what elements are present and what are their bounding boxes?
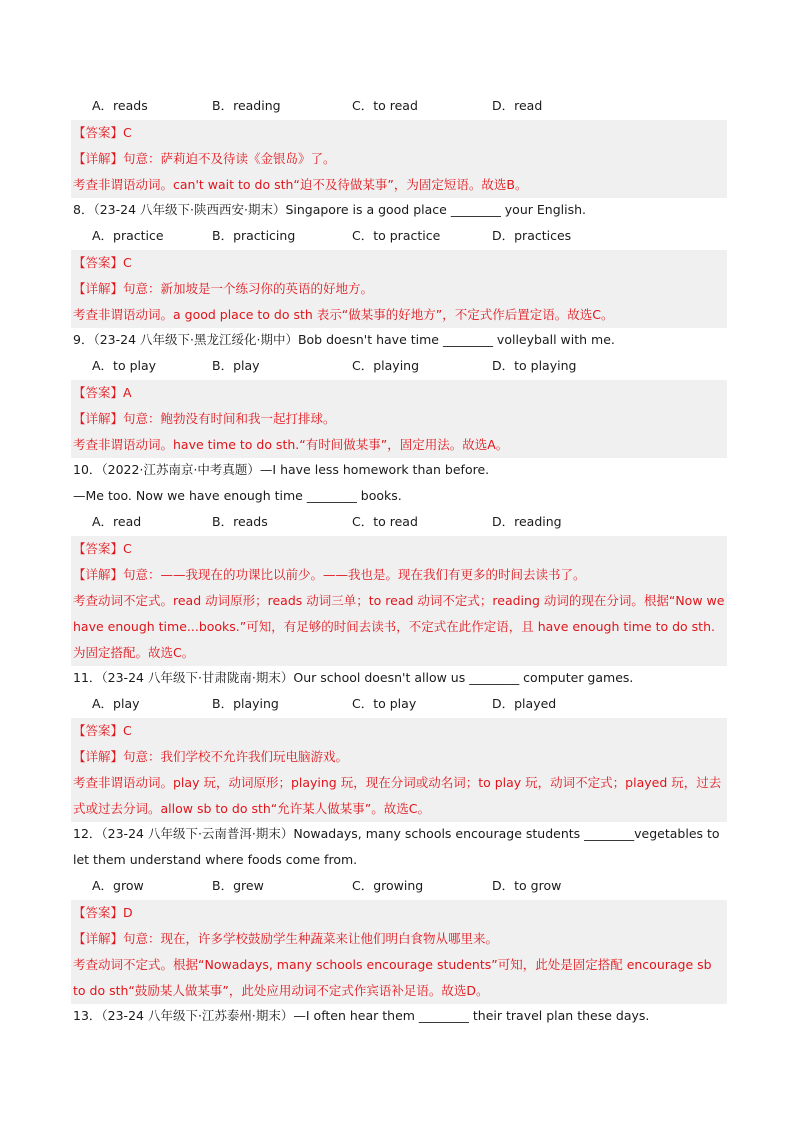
detail-line: 【详解】句意：现在，许多学校鼓励学生种蔬菜来让他们明白食物从哪里来。 <box>73 931 499 946</box>
option-a: A．reads <box>92 98 148 113</box>
q9-answer-block <box>71 380 727 458</box>
q10-stem: 10．（2022·江苏南京·中考真题）—I have less homework than before. <box>73 462 490 477</box>
answer-line: 【答案】C <box>73 541 132 556</box>
q12-answer-block <box>71 900 727 1004</box>
option-a: A．practice <box>92 228 164 243</box>
q8-options <box>92 223 732 249</box>
q8-answer-block <box>71 250 727 328</box>
explain-line: 考查非谓语动词。a good place to do sth 表示“做某事的好地方”，不定式作后置定语。故选C。 <box>73 307 614 322</box>
option-b: B．reads <box>212 514 268 529</box>
option-d: D．practices <box>492 228 572 243</box>
explain-line: 考查非谓语动词。play 玩，动词原形；playing 玩，现在分词或动名词；to play 玩，动词不定式；played 玩，过去式或过去分词。allow sb to do sth“允许某人做某事”。故选C。 <box>73 775 722 816</box>
option-d: D．reading <box>492 514 562 529</box>
option-b: B．practicing <box>212 228 296 243</box>
q8-stem: 8．（23-24 八年级下·陕西西安·期末）Singapore is a good place ________ your English. <box>73 202 586 217</box>
option-a: A．play <box>92 696 140 711</box>
option-a: A．read <box>92 514 142 529</box>
option-c: C．playing <box>352 358 420 373</box>
explain-line: 考查动词不定式。read 动词原形；reads 动词三单；to read 动词不定式；reading 动词的现在分词。根据“Now we have enough time...books.”可知，有足够的时间去读书，不定式在此作定语，且 have enough time to do sth.为固定搭配。故选C。 <box>73 593 725 660</box>
option-b: B．play <box>212 358 260 373</box>
option-c: C．to read <box>352 514 418 529</box>
q12-options <box>92 873 732 899</box>
option-a: A．to play <box>92 358 157 373</box>
detail-line: 【详解】句意：新加坡是一个练习你的英语的好地方。 <box>73 281 374 296</box>
option-b: B．playing <box>212 696 279 711</box>
detail-line: 【详解】句意：萨莉迫不及待读《金银岛》了。 <box>73 151 336 166</box>
q10-stem-reply: —Me too. Now we have enough time ________ books. <box>73 488 402 503</box>
q10-options <box>92 509 732 535</box>
q10-answer-block <box>71 536 727 666</box>
answer-line: 【答案】D <box>73 905 133 920</box>
option-d: D．to playing <box>492 358 577 373</box>
option-a: A．grow <box>92 878 144 893</box>
detail-line: 【详解】句意：我们学校不允许我们玩电脑游戏。 <box>73 749 349 764</box>
q9-options <box>92 353 732 379</box>
q11-stem: 11．（23-24 八年级下·甘肃陇南·期末）Our school doesn't allow us ________ computer games. <box>73 670 634 685</box>
q11-answer-block <box>71 718 727 822</box>
answer-line: 【答案】A <box>73 385 132 400</box>
detail-line: 【详解】句意：鲍勃没有时间和我一起打排球。 <box>73 411 336 426</box>
option-d: D．read <box>492 98 543 113</box>
q11-options <box>92 691 732 717</box>
option-d: D．to grow <box>492 878 562 893</box>
option-c: C．to play <box>352 696 417 711</box>
answer-line: 【答案】C <box>73 125 132 140</box>
explain-line: 考查非谓语动词。can't wait to do sth“迫不及待做某事”，为固定短语。故选B。 <box>73 177 528 192</box>
explain-line: 考查动词不定式。根据“Nowadays, many schools encourage students”可知，此处是固定搭配 encourage sb to do sth“鼓励某人做某事”，此处应用动词不定式作宾语补足语。故选D。 <box>73 957 712 998</box>
answer-line: 【答案】C <box>73 255 132 270</box>
q7-options <box>92 93 732 119</box>
q9-stem: 9．（23-24 八年级下·黑龙江绥化·期中）Bob doesn't have time ________ volleyball with me. <box>73 332 615 347</box>
option-c: C．growing <box>352 878 424 893</box>
q7-answer-block <box>71 120 727 198</box>
option-b: B．reading <box>212 98 281 113</box>
detail-line: 【详解】句意：——我现在的功课比以前少。——我也是。现在我们有更多的时间去读书了。 <box>73 567 586 582</box>
explain-line: 考查非谓语动词。have time to do sth.“有时间做某事”，固定用法。故选A。 <box>73 437 509 452</box>
q12-stem: 12．（23-24 八年级下·云南普洱·期末）Nowadays, many schools encourage students ________vegetables to let them understand where foods come from. <box>73 826 720 867</box>
option-b: B．grew <box>212 878 264 893</box>
answer-line: 【答案】C <box>73 723 132 738</box>
q13-stem: 13．（23-24 八年级下·江苏泰州·期末）—I often hear them ________ their travel plan these days. <box>73 1008 650 1023</box>
option-c: C．to read <box>352 98 418 113</box>
option-d: D．played <box>492 696 557 711</box>
option-c: C．to practice <box>352 228 441 243</box>
